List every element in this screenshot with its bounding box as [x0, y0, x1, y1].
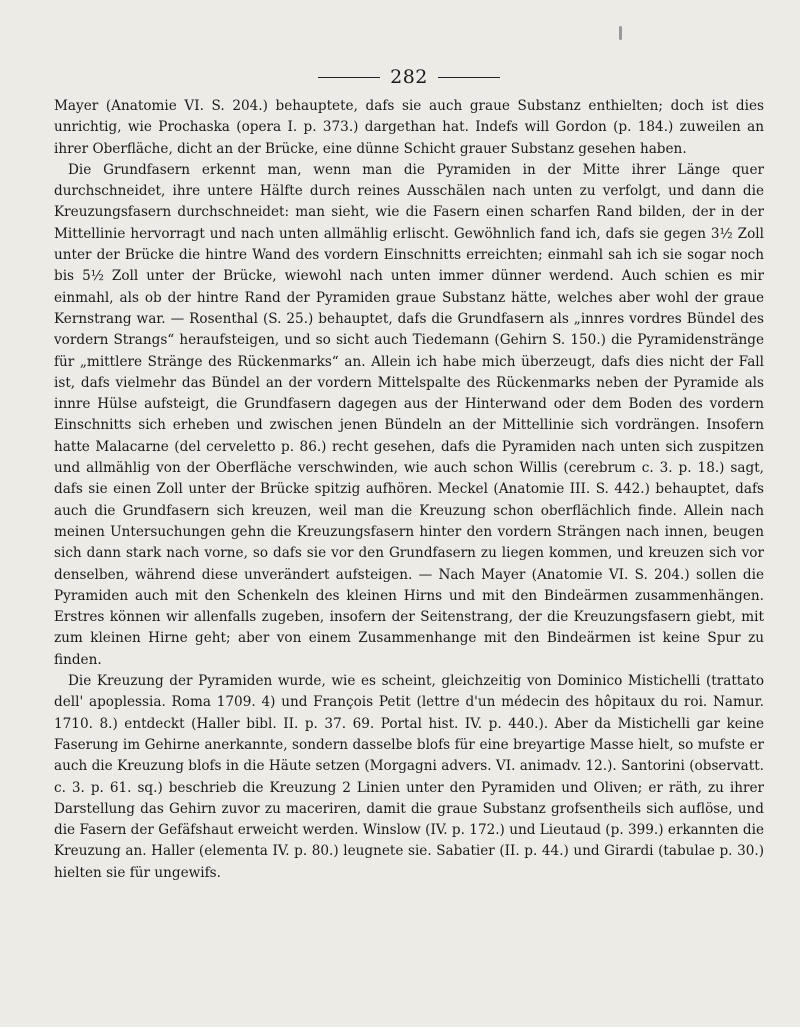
paragraph: Mayer (Anatomie VI. S. 204.) behauptete, dafs sie auch graue Substanz enthielten; doch ist dies unrichtig, wie Prochaska (opera I. p. 373.) dargethan hat. Indefs will Gordon (p. 184.) zuweilen an ihrer Oberfläche, dicht an der Brücke, eine dünne Schicht grauer Substanz gesehen haben.	[54, 98, 764, 157]
body-text	[54, 96, 764, 884]
ink-mark	[619, 26, 622, 40]
header-rule-right	[438, 77, 500, 78]
header-rule-left	[318, 77, 380, 78]
paragraph: Die Kreuzung der Pyramiden wurde, wie es scheint, gleichzeitig von Dominico Mistichelli (trattato dell' apoplessia. Roma 1709. 4) und François Petit (lettre d'un médecin des hôpitaux du roi. Namur. 1710. 8.) entdeckt (Haller bibl. II. p. 37. 69. Portal hist. IV. p. 440.). Aber da Mistichelli gar keine Faserung im Gehirne anerkannte, sondern dasselbe blofs für eine breyartige Masse hielt, so mufste er auch die Kreuzung blofs in die Häute setzen (Morgagni advers. VI. animadv. 12.). Santorini (observatt. c. 3. p. 61. sq.) beschrieb die Kreuzung 2 Linien unter den Pyramiden und Oliven; er räth, zu ihrer Darstellung das Gehirn zuvor zu maceriren, damit die graue Substanz grofsentheils sich auflöse, und die Fasern der Gefäfshaut erweicht werden. Winslow (IV. p. 172.) und Lieutaud (p. 399.) erkannten die Kreuzung an. Haller (elementa IV. p. 80.) leugnete sie. Sabatier (II. p. 44.) und Girardi (tabulae p. 30.) hielten sie für ungewifs.	[54, 673, 764, 881]
page-number: 282	[390, 66, 428, 88]
paragraph: Die Grundfasern erkennt man, wenn man die Pyramiden in der Mitte ihrer Länge quer durchschneidet, ihre untere Hälfte durch reines Ausschälen nach unten zu verfolgt, und dann die Kreuzungsfasern durchschneidet: man sieht, wie die Fasern einen scharfen Rand bilden, der in der Mittellinie hervorragt und nach unten allmählig erlischt. Gewöhnlich fand ich, dafs sie gegen 3½ Zoll unter der Brücke die hintre Wand des vordern Einschnitts erreichten; einmahl sah ich sie sogar noch bis 5½ Zoll unter der Brücke, wiewohl nach unten immer dünner werdend. Auch schien es mir einmahl, als ob der hintre Rand der Pyramiden graue Substanz hätte, welches aber wohl der graue Kernstrang war. — Rosenthal (S. 25.) behauptet, dafs die Grundfasern als „innres vordres Bündel des vordern Strangs“ heraufsteigen, und so sicht auch Tiedemann (Gehirn S. 150.) die Pyramidenstränge für „mittlere Stränge des Rückenmarks“ an. Allein ich habe mich überzeugt, dafs dies nicht der Fall ist, dafs vielmehr das Bündel an der vordern Mittelspalte des Rückenmarks neben der Pyramide als innre Hülse aufsteigt, die Grundfasern dagegen aus der Hinterwand oder dem Boden des vordern Einschnitts sich erheben und zwischen jenen Bündeln an der Mittellinie sich vordrängen. Insofern hatte Malacarne (del cerveletto p. 86.) recht gesehen, dafs die Pyramiden nach unten sich zuspitzen und allmählig von der Oberfläche verschwinden, wie auch schon Willis (cerebrum c. 3. p. 18.) sagt, dafs sie einen Zoll unter der Brücke spitzig aufhören. Meckel (Anatomie III. S. 442.) behauptet, dafs auch die Grundfasern sich kreuzen, weil man die Kreuzung schon oberflächlich finde. Allein nach meinen Untersuchungen gehn die Kreuzungsfasern hinter den vordern Strängen nach innen, beugen sich dann stark nach vorne, so dafs sie vor den Grundfasern zu liegen kommen, und kreuzen sich vor denselben, während diese unverändert aufsteigen. — Nach Mayer (Anatomie VI. S. 204.) sollen die Pyramiden auch mit den Schenkeln des kleinen Hirns und mit den Bindeärmen zusammenhängen. Erstres können wir allenfalls zugeben, insofern der Seitenstrang, der die Kreuzungsfasern giebt, mit zum kleinen Hirne geht; aber von einem Zusammenhange mit den Bindeärmen ist keine Spur zu finden.	[54, 161, 764, 668]
page-header	[54, 62, 764, 92]
